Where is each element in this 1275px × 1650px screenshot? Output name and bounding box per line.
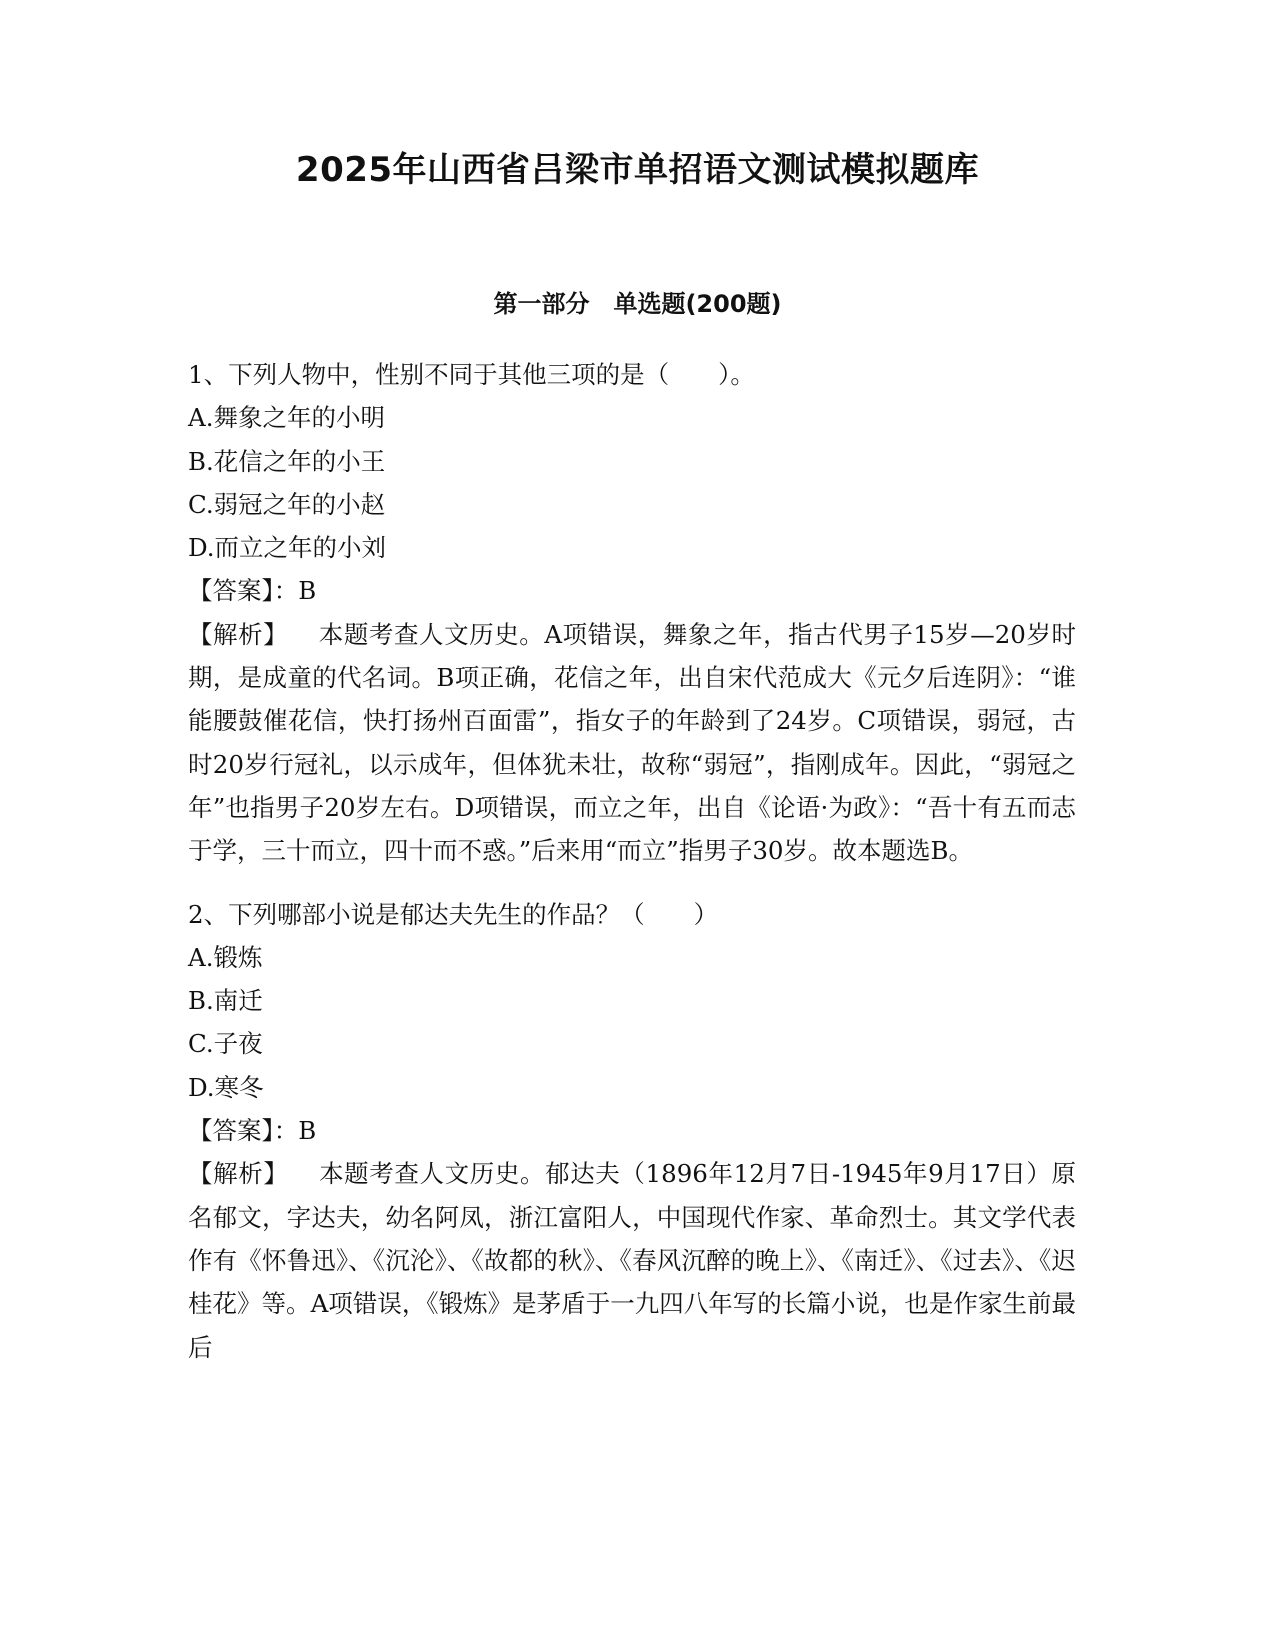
question-list [188,353,1088,1369]
question-1 [188,353,1088,873]
section-heading: 第一部分 单选题(200题) [493,290,782,318]
option-b: B.花信之年的小王 [188,446,386,476]
answer-label: 【答案】： [188,1116,299,1146]
question-spacer [188,873,1088,893]
option-b: B.南迁 [188,986,263,1016]
explanation-label: 【解析】 [188,619,289,649]
option-d: D.寒冬 [188,1072,264,1102]
explanation [188,613,1076,873]
option-c: C.子夜 [188,1029,263,1059]
explanation-label: 【解析】 [188,1159,289,1189]
option-a: A.锻炼 [188,942,263,972]
page-title: 2025年山西省吕梁市单招语文测试模拟题库 [295,150,980,190]
option-a: A.舞象之年的小明 [188,403,385,433]
explanation [188,1152,1076,1368]
answer-label: 【答案】： [188,576,299,606]
explanation-text: 本题考查人文历史。郁达夫（1896年12月7日-1945年9月17日）原名郁文，字达夫，幼名阿凤，浙江富阳人，中国现代作家、革命烈士。其文学代表作有《怀鲁迅》、《沉沦》、《故都的秋》、《春风沉醉的晚上》、《南迁》、《过去》、《迟桂花》等。A项错误，《锻炼》是茅盾于一九四八年写的长篇小说，也是作家生前最后 [188,1159,1076,1362]
question-stem: 2、下列哪部小说是郁达夫先生的作品？（ ） [188,899,719,929]
option-d: D.而立之年的小刘 [188,533,387,563]
question-stem: 1、下列人物中，性别不同于其他三项的是（ ）。 [188,360,755,389]
answer-line [188,1109,1088,1152]
answer-value: B [298,1116,317,1146]
answer-value: B [298,576,317,606]
answer-line [188,569,1088,612]
option-c: C.弱冠之年的小赵 [188,489,386,519]
question-2 [188,893,1088,1369]
explanation-text: 本题考查人文历史。A项错误，舞象之年，指古代男子15岁—20岁时期，是成童的代名词。B项正确，花信之年，出自宋代范成大《元夕后连阴》：“谁能腰鼓催花信，快打扬州百面雷”，指女子的年龄到了24岁。C项错误，弱冠，古时20岁行冠礼，以示成年，但体犹未壮，故称“弱冠”，指刚成年。因此，“弱冠之年”也指男子20岁左右。D项错误，而立之年，出自《论语·为政》：“吾十有五而志于学，三十而立，四十而不惑。”后来用“而立”指男子30岁。故本题选B。 [188,619,1077,866]
